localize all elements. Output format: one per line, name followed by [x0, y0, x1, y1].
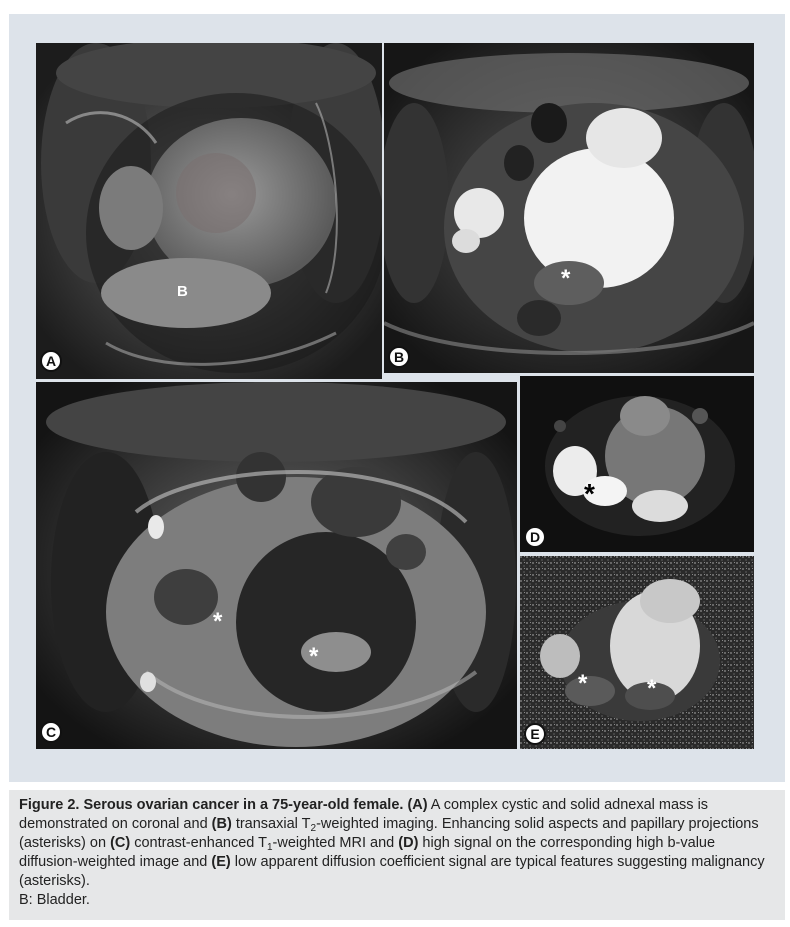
panel-e-badge: E [524, 723, 546, 745]
caption-ref-d: (D) [398, 835, 419, 851]
panel-c-image [36, 382, 517, 749]
caption-text-4: contrast-enhanced T [130, 835, 267, 851]
caption-ref-a: (A) [407, 797, 428, 813]
panel-d-badge: D [524, 526, 546, 548]
panel-c-asterisk-right: * [309, 643, 319, 670]
caption-text-7: low apparent diffusion coefficient signal are typical features suggesting malignancy (asterisks). [19, 854, 765, 889]
panel-e-adc-map-image [520, 556, 754, 749]
caption-title: Figure 2. Serous ovarian cancer in a 75-year-old female. [19, 797, 404, 813]
caption-abbreviation: B: Bladder. [19, 892, 90, 908]
panel-e-image [520, 556, 754, 749]
caption-ref-c: (C) [110, 835, 131, 851]
panel-c-contrast-t1-image [36, 382, 517, 749]
panel-b-badge: B [388, 346, 410, 368]
panel-d-image [520, 376, 754, 552]
panel-e-asterisk-right: * [647, 675, 657, 702]
caption-text-6: high signal on the corresponding high b-value diffusion-weighted image and [19, 835, 716, 870]
panel-d-dwi-image [520, 376, 754, 552]
panel-a-image [36, 43, 382, 379]
panel-c-asterisk-left: * [213, 608, 223, 635]
caption-text-3: -weighted imaging. Enhancing solid aspects and papillary projections (asterisks) on [19, 816, 759, 851]
panel-e-asterisk-left: * [578, 670, 588, 697]
panel-a-coronal-t2-image [36, 43, 382, 379]
caption-text-1: A complex cystic and solid adnexal mass is demonstrated on coronal and [19, 797, 709, 832]
panel-b-asterisk: * [561, 265, 571, 292]
caption-box [9, 790, 785, 920]
caption-ref-b: (B) [211, 816, 232, 832]
figure-caption [19, 796, 771, 910]
panel-c-badge: C [40, 721, 62, 743]
caption-sub-1: 1 [266, 842, 273, 853]
panel-b-image [384, 43, 754, 373]
panel-a-bladder-label: B [177, 283, 188, 300]
caption-text-5: -weighted MRI and [272, 835, 399, 851]
panel-b-transaxial-t2-image [384, 43, 754, 373]
caption-text-2: transaxial T [231, 816, 311, 832]
caption-ref-e: (E) [211, 854, 231, 870]
panel-d-asterisk: * [584, 478, 595, 509]
panel-a-badge: A [40, 350, 62, 372]
caption-sub-2: 2 [310, 823, 317, 834]
